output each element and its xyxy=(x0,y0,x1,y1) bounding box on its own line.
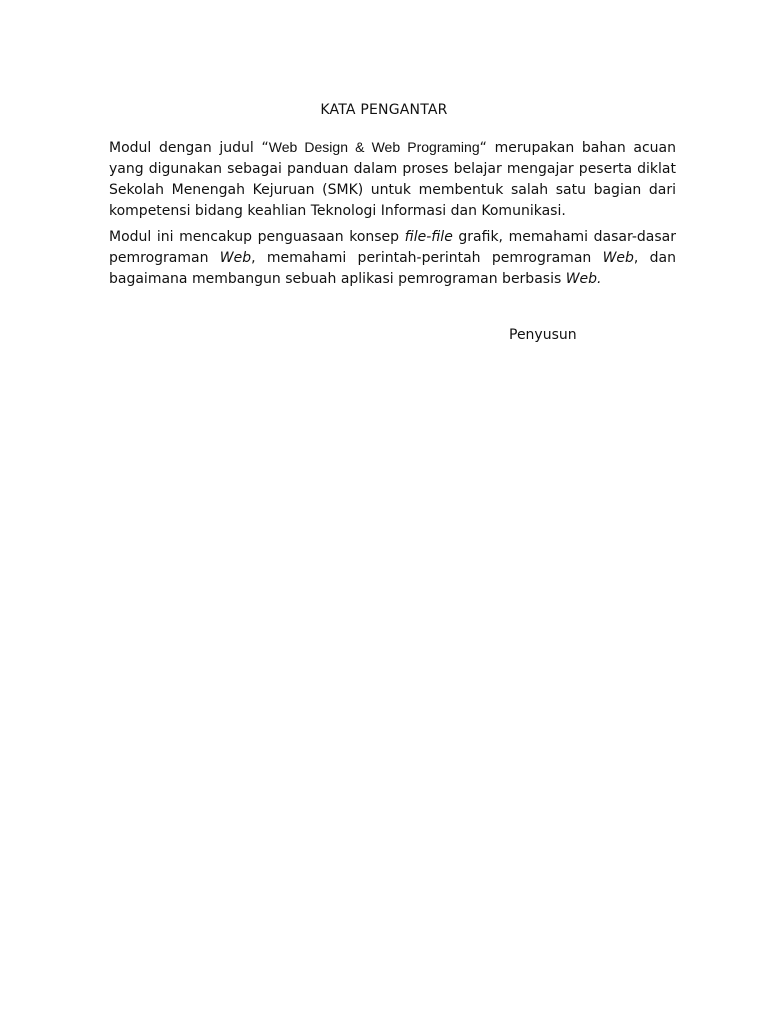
paragraph-intro xyxy=(109,137,676,222)
paragraph-scope xyxy=(109,227,676,290)
scope-italic-3: Web xyxy=(602,250,634,266)
scope-italic-1: file-file xyxy=(404,229,453,245)
signature: Penyusun xyxy=(509,327,577,343)
intro-text-start: Modul dengan judul “ xyxy=(109,140,269,156)
scope-text-3: , memahami perintah-perintah pemrograman xyxy=(251,250,603,266)
scope-text-2: grafik, memahami dasar-dasar pemrograman xyxy=(109,229,676,266)
intro-text-end: “ merupakan bahan acuan yang digunakan sebagai panduan dalam proses belajar mengajar peserta diklat Sekolah Menengah Kejuruan (SMK) untuk membentuk salah satu bagian dari kompetensi bidang keahlian Teknologi Informasi dan Komunikasi. xyxy=(109,140,676,219)
scope-text-1: Modul ini mencakup penguasaan konsep xyxy=(109,229,405,245)
scope-italic-4: Web. xyxy=(565,271,602,287)
page-title: KATA PENGANTAR xyxy=(320,102,448,118)
scope-text-4: , dan bagaimana membangun sebuah aplikasi pemrograman berbasis xyxy=(109,250,676,287)
module-name: Web Design & Web Programing xyxy=(268,139,480,155)
scope-italic-2: Web xyxy=(219,250,252,266)
